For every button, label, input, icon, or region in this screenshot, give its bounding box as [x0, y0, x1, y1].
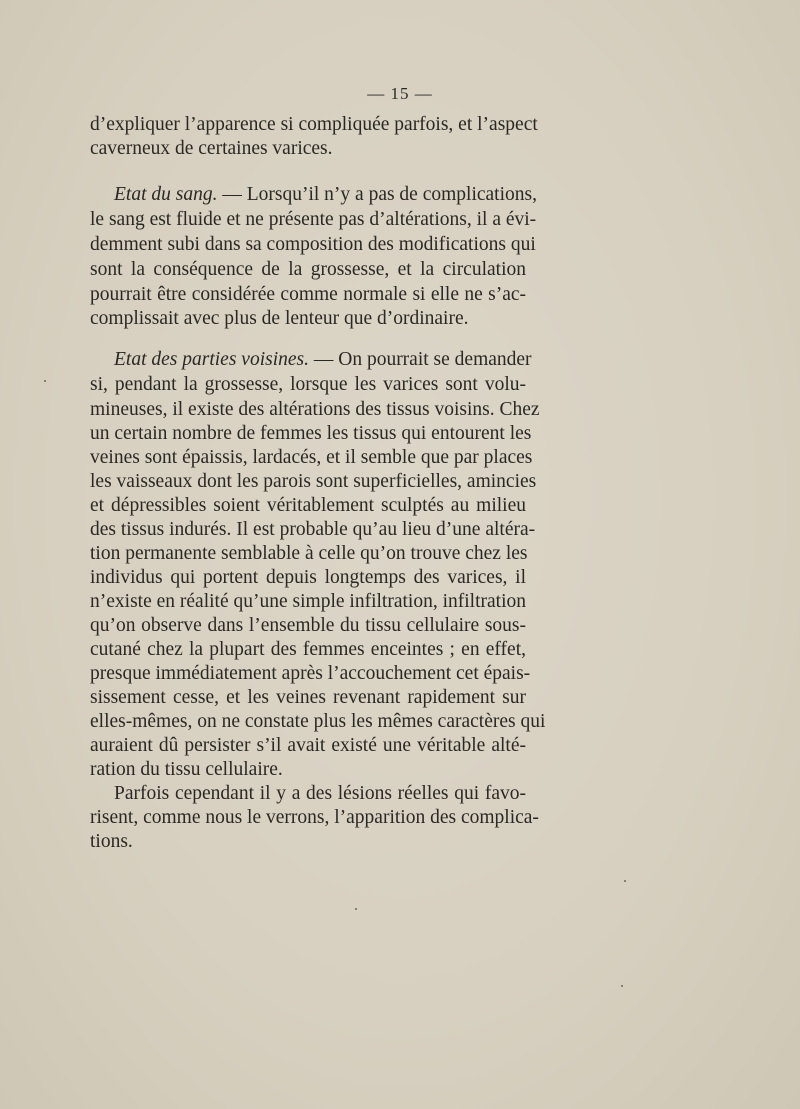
paper-speck [355, 908, 357, 910]
text-line: tion permanente semblable à celle qu’on trouve chez les [90, 543, 528, 564]
text-line: qu’on observe dans l’ensemble du tissu cellulaire sous- [90, 615, 526, 636]
text-line: n’existe en réalité qu’une simple infiltration, infiltration [90, 591, 526, 612]
text-line: demment subi dans sa composition des modifications qui [90, 234, 536, 255]
text-line: mineuses, il existe des altérations des tissus voisins. Chez [90, 399, 540, 420]
page-number: — 15 — [367, 84, 433, 103]
text-line: les vaisseaux dont les parois sont superficielles, amincies [90, 471, 537, 492]
text-line: sissement cesse, et les veines revenant rapidement sur [90, 687, 526, 708]
section-heading: Etat des parties voisines. [114, 349, 309, 370]
text-line: Etat des parties voisines. — On pourrait se demander [114, 349, 532, 370]
text-line: risent, comme nous le verrons, l’apparition des complica- [90, 807, 539, 828]
text-line: elles-mêmes, on ne constate plus les mêmes caractères qui [90, 711, 546, 732]
text-line: auraient dû persister s’il avait existé une véritable alté- [90, 735, 526, 756]
text-line: tions. [90, 831, 133, 852]
text-line: pourrait être considérée comme normale si elle ne s’ac- [90, 284, 526, 305]
text-line: si, pendant la grossesse, lorsque les varices sont volu- [90, 374, 526, 395]
text-line: et dépressibles soient véritablement sculptés au milieu [90, 495, 526, 516]
text-line: sont la conséquence de la grossesse, et la circulation [90, 259, 526, 280]
text-line: Etat du sang. — Lorsqu’il n’y a pas de complications, [114, 184, 537, 205]
paper-speck [44, 380, 46, 382]
section-heading: Etat du sang. [114, 184, 218, 205]
text-line: un certain nombre de femmes les tissus qui entourent les [90, 423, 532, 444]
paper-speck [621, 985, 623, 987]
text-line: des tissus indurés. Il est probable qu’au lieu d’une altéra- [90, 519, 536, 540]
text-line: complissait avec plus de lenteur que d’ordinaire. [90, 308, 469, 329]
text-line: presque immédiatement après l’accouchement cet épais- [90, 663, 531, 684]
text-line: d’expliquer l’apparence si compliquée parfois, et l’aspect [90, 114, 538, 135]
text-line: ration du tissu cellulaire. [90, 759, 283, 780]
paper-speck [624, 880, 626, 882]
text-line: cutané chez la plupart des femmes enceintes ; en effet, [90, 639, 526, 660]
text-line: le sang est fluide et ne présente pas d’altérations, il a évi- [90, 209, 537, 230]
text-line: individus qui portent depuis longtemps des varices, il [90, 567, 526, 588]
text-line: caverneux de certaines varices. [90, 138, 333, 159]
text-line: veines sont épaissis, lardacés, et il semble que par places [90, 447, 533, 468]
text-line: Parfois cependant il y a des lésions réelles qui favo- [114, 783, 526, 804]
